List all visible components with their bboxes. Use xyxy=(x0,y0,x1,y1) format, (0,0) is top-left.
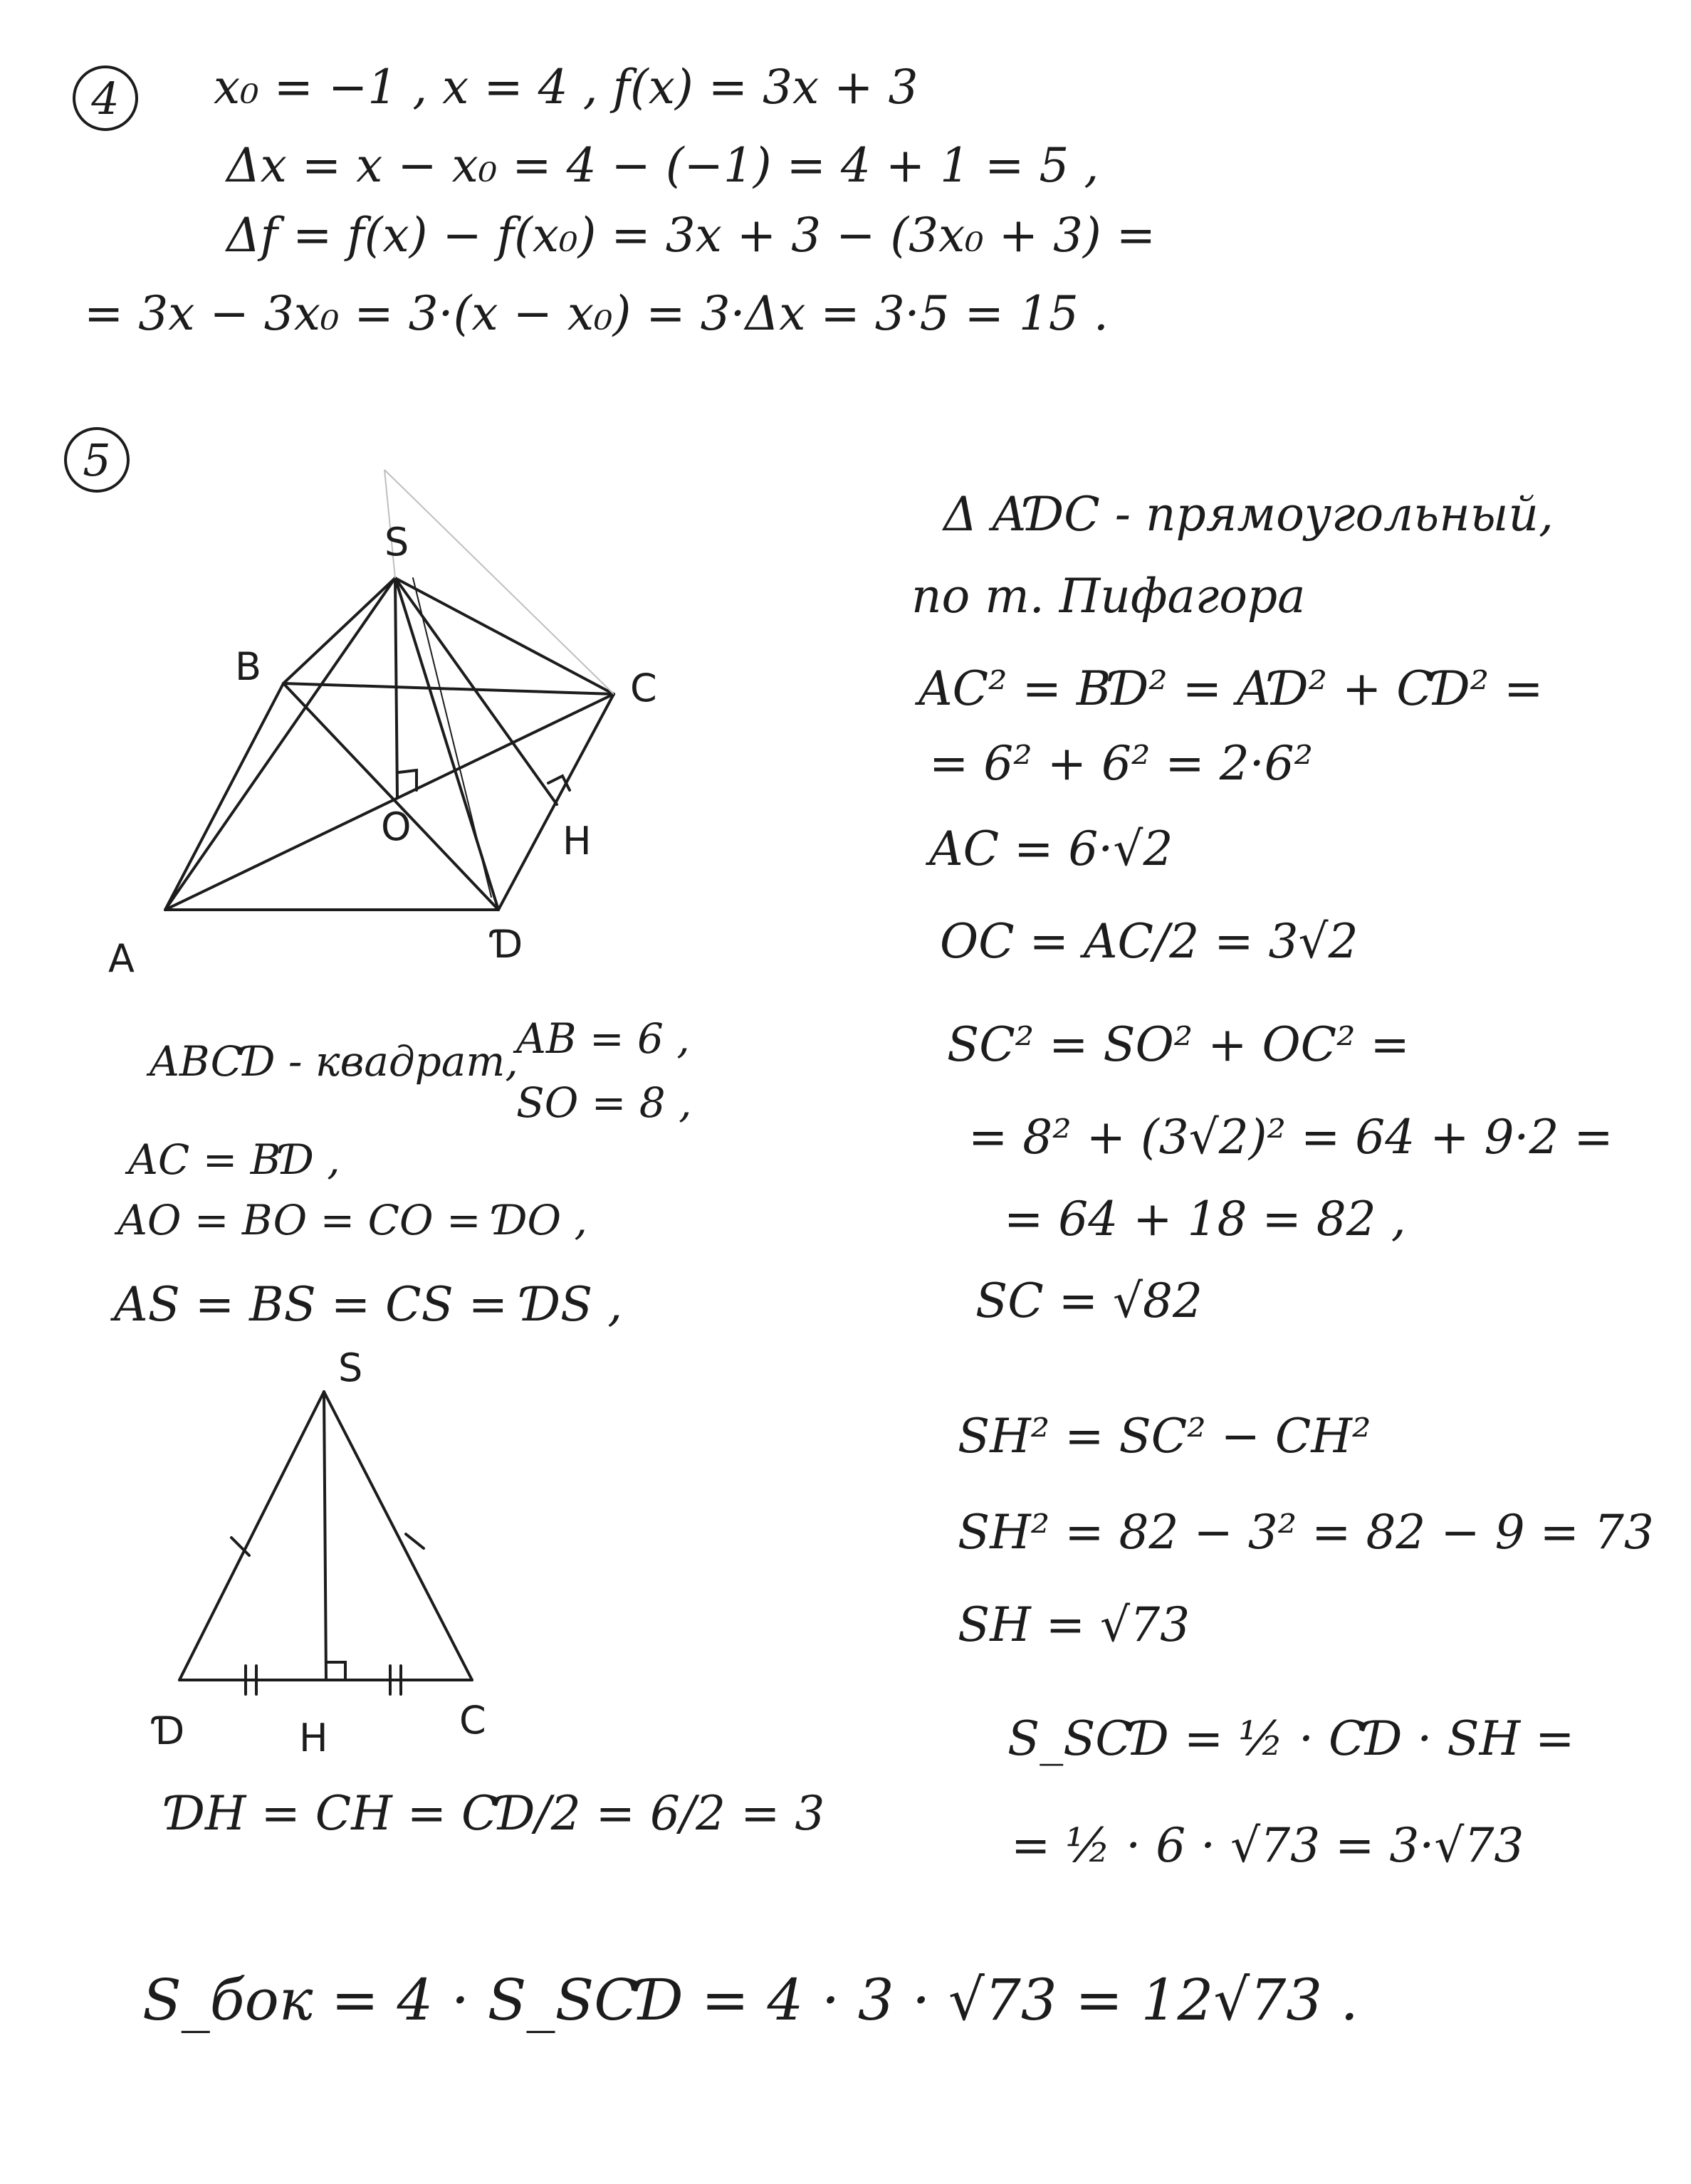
tri-label-H: H xyxy=(299,1716,328,1760)
r9: = 64 + 18 = 82 , xyxy=(1004,1192,1406,1246)
r15: = ½ · 6 · √73 = 3·√73 xyxy=(1011,1818,1524,1873)
r4: = 6² + 6² = 2·6² xyxy=(929,736,1314,791)
r6: OC = AC/2 = 3√2 xyxy=(940,914,1358,969)
p4-line-2: Δx = x − x₀ = 4 − (−1) = 4 + 1 = 5 , xyxy=(226,138,1099,193)
r3: AC² = BƊ² = AƊ² + CƊ² = xyxy=(918,661,1544,716)
tick-SC xyxy=(406,1534,424,1548)
l1a: ABCƊ - квадрат, xyxy=(150,1037,518,1086)
r13: SH = √73 xyxy=(958,1597,1190,1652)
problem-5-number: 5 xyxy=(64,427,130,493)
label-H: H xyxy=(562,819,592,863)
label-C: C xyxy=(630,666,657,710)
label-D: Ɗ xyxy=(491,922,523,967)
l1b: AB = 6 , xyxy=(516,1014,690,1063)
side-SC xyxy=(324,1392,472,1680)
r2: по т. Пифагора xyxy=(911,569,1306,624)
label-S: S xyxy=(384,520,409,565)
p4-line-3: Δf = f(x) − f(x₀) = 3x + 3 − (3x₀ + 3) = xyxy=(226,208,1156,263)
l2: SO = 8 , xyxy=(516,1078,692,1127)
p4-line-1: x₀ = −1 , x = 4 , f(x) = 3x + 3 xyxy=(214,60,918,115)
r5: AC = 6·√2 xyxy=(929,821,1173,876)
l5: AS = BS = CS = ƊS , xyxy=(114,1277,623,1332)
r8: = 8² + (3√2)² = 64 + 9·2 = xyxy=(968,1110,1613,1165)
right-angle-H2 xyxy=(326,1662,345,1680)
final-answer: S_бок = 4 · S_SCƊ = 4 · 3 · √73 = 12√73 . xyxy=(142,1967,1358,2033)
r11: SH² = SC² − CH² xyxy=(958,1409,1371,1464)
median-SH xyxy=(324,1392,326,1680)
l3: AC = BƊ , xyxy=(128,1135,340,1184)
tri-label-C: C xyxy=(459,1698,486,1743)
r1: Δ AƊC - прямоугольный, xyxy=(943,487,1554,542)
r12: SH² = 82 − 3² = 82 − 9 = 73 xyxy=(958,1505,1654,1560)
p4-line-4: = 3x − 3x₀ = 3·(x − x₀) = 3·Δx = 3·5 = 15 . xyxy=(84,286,1109,341)
label-A: A xyxy=(108,936,135,981)
label-B: B xyxy=(235,644,262,689)
r14: S_SCƊ = ½ · CƊ · SH = xyxy=(1007,1711,1575,1766)
l6: ƊH = CH = CƊ/2 = 6/2 = 3 xyxy=(167,1786,825,1841)
l4: AO = BO = CO = ƊO , xyxy=(117,1196,587,1244)
problem-4-number: 4 xyxy=(73,65,138,131)
r10: SC = √82 xyxy=(975,1274,1203,1328)
tri-label-D: Ɗ xyxy=(153,1708,185,1753)
tri-label-S: S xyxy=(338,1345,363,1390)
r7: SC² = SO² + OC² = xyxy=(947,1017,1410,1072)
label-O: O xyxy=(381,804,412,849)
side-SD xyxy=(179,1392,324,1680)
